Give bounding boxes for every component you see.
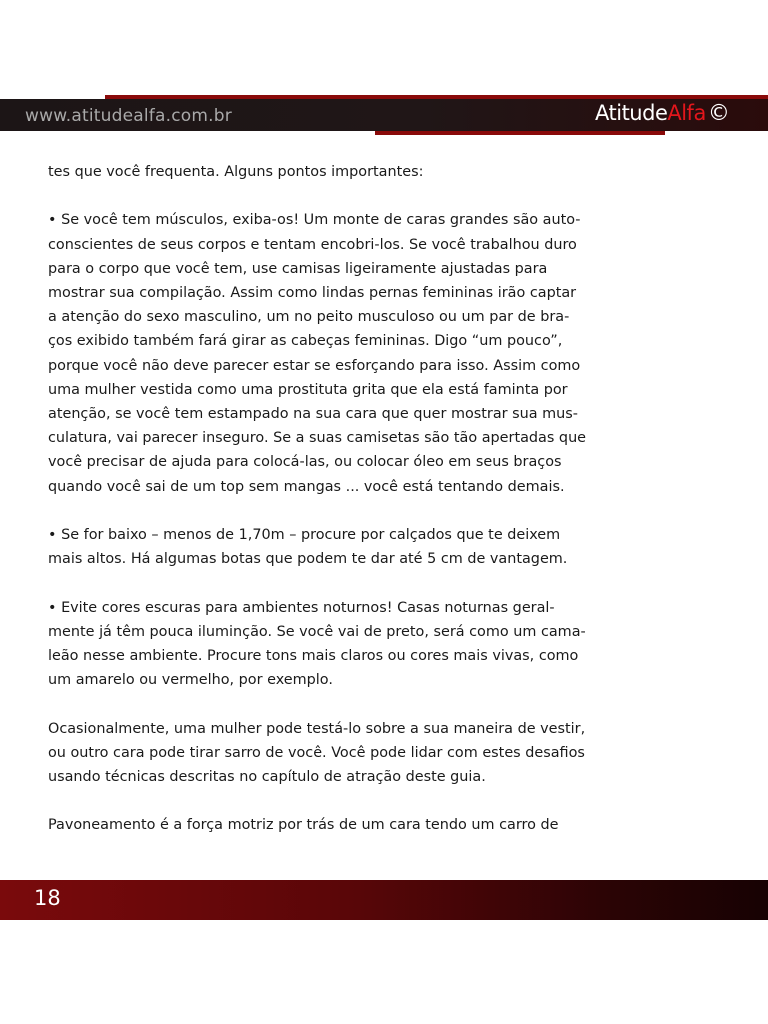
page-body (48, 160, 593, 862)
page-number: 18 (34, 886, 61, 910)
copyright-symbol: © (707, 101, 730, 126)
site-url: www.atitudealfa.com.br (25, 106, 232, 126)
paragraph-colors: • Evite cores escuras para ambientes noturnos! Casas noturnas geral- mente já têm pouca iluminção. Se você vai de preto, será como um cama- leão nesse ambiente. Procure tons mais claros ou cores mais vivas, como um amarelo ou vermelho, por exemplo. (48, 599, 586, 689)
paragraph-challenges: Ocasionalmente, uma mulher pode testá-lo sobre a sua maneira de vestir, ou outro cara pode tirar sarro de você. Você pode lidar com estes desafios usando técnicas descritas no capítulo de atração deste guia. (48, 720, 586, 786)
brand-logo (595, 101, 729, 126)
brand-logo-part1: Atitude (595, 101, 668, 125)
paragraph-continuation: tes que você frequenta. Alguns pontos importantes: (48, 164, 424, 180)
paragraph-height: • Se for baixo – menos de 1,70m – procure por calçados que te deixem mais altos. Há algumas botas que podem te dar até 5 cm de vantagem. (48, 527, 568, 568)
page-footer (0, 880, 768, 920)
header-underline-bar (375, 131, 665, 135)
paragraph-muscles: • Se você tem músculos, exiba-os! Um monte de caras grandes são auto- conscientes de seus corpos e tentam encobri-los. Se você trabalhou duro para o corpo que você tem, use camisas ligeiramente ajustadas para mostrar sua compilação. Assim como lindas pernas femininas irão captar a atenção do sexo masculino, um no peito musculoso ou um par de bra- ços exibido também fará girar as cabeças femininas. Digo “um pouco”, porque você não deve parecer estar se esforçando para isso. Assim como uma mulher vestida como uma prostituta grita que ela está faminta por atenção, se você tem estampado na sua cara que quer mostrar sua mus- culatura, vai parecer inseguro. Se a suas camisetas são tão apertadas que você precisar de ajuda para colocá-las, ou colocar óleo em seus braços quando você sai de um top sem mangas ... você está tentando demais. (48, 212, 587, 495)
paragraph-peacocking: Pavoneamento é a força motriz por trás de um cara tendo um carro de (48, 817, 559, 834)
brand-logo-part2: Alfa (667, 101, 706, 125)
